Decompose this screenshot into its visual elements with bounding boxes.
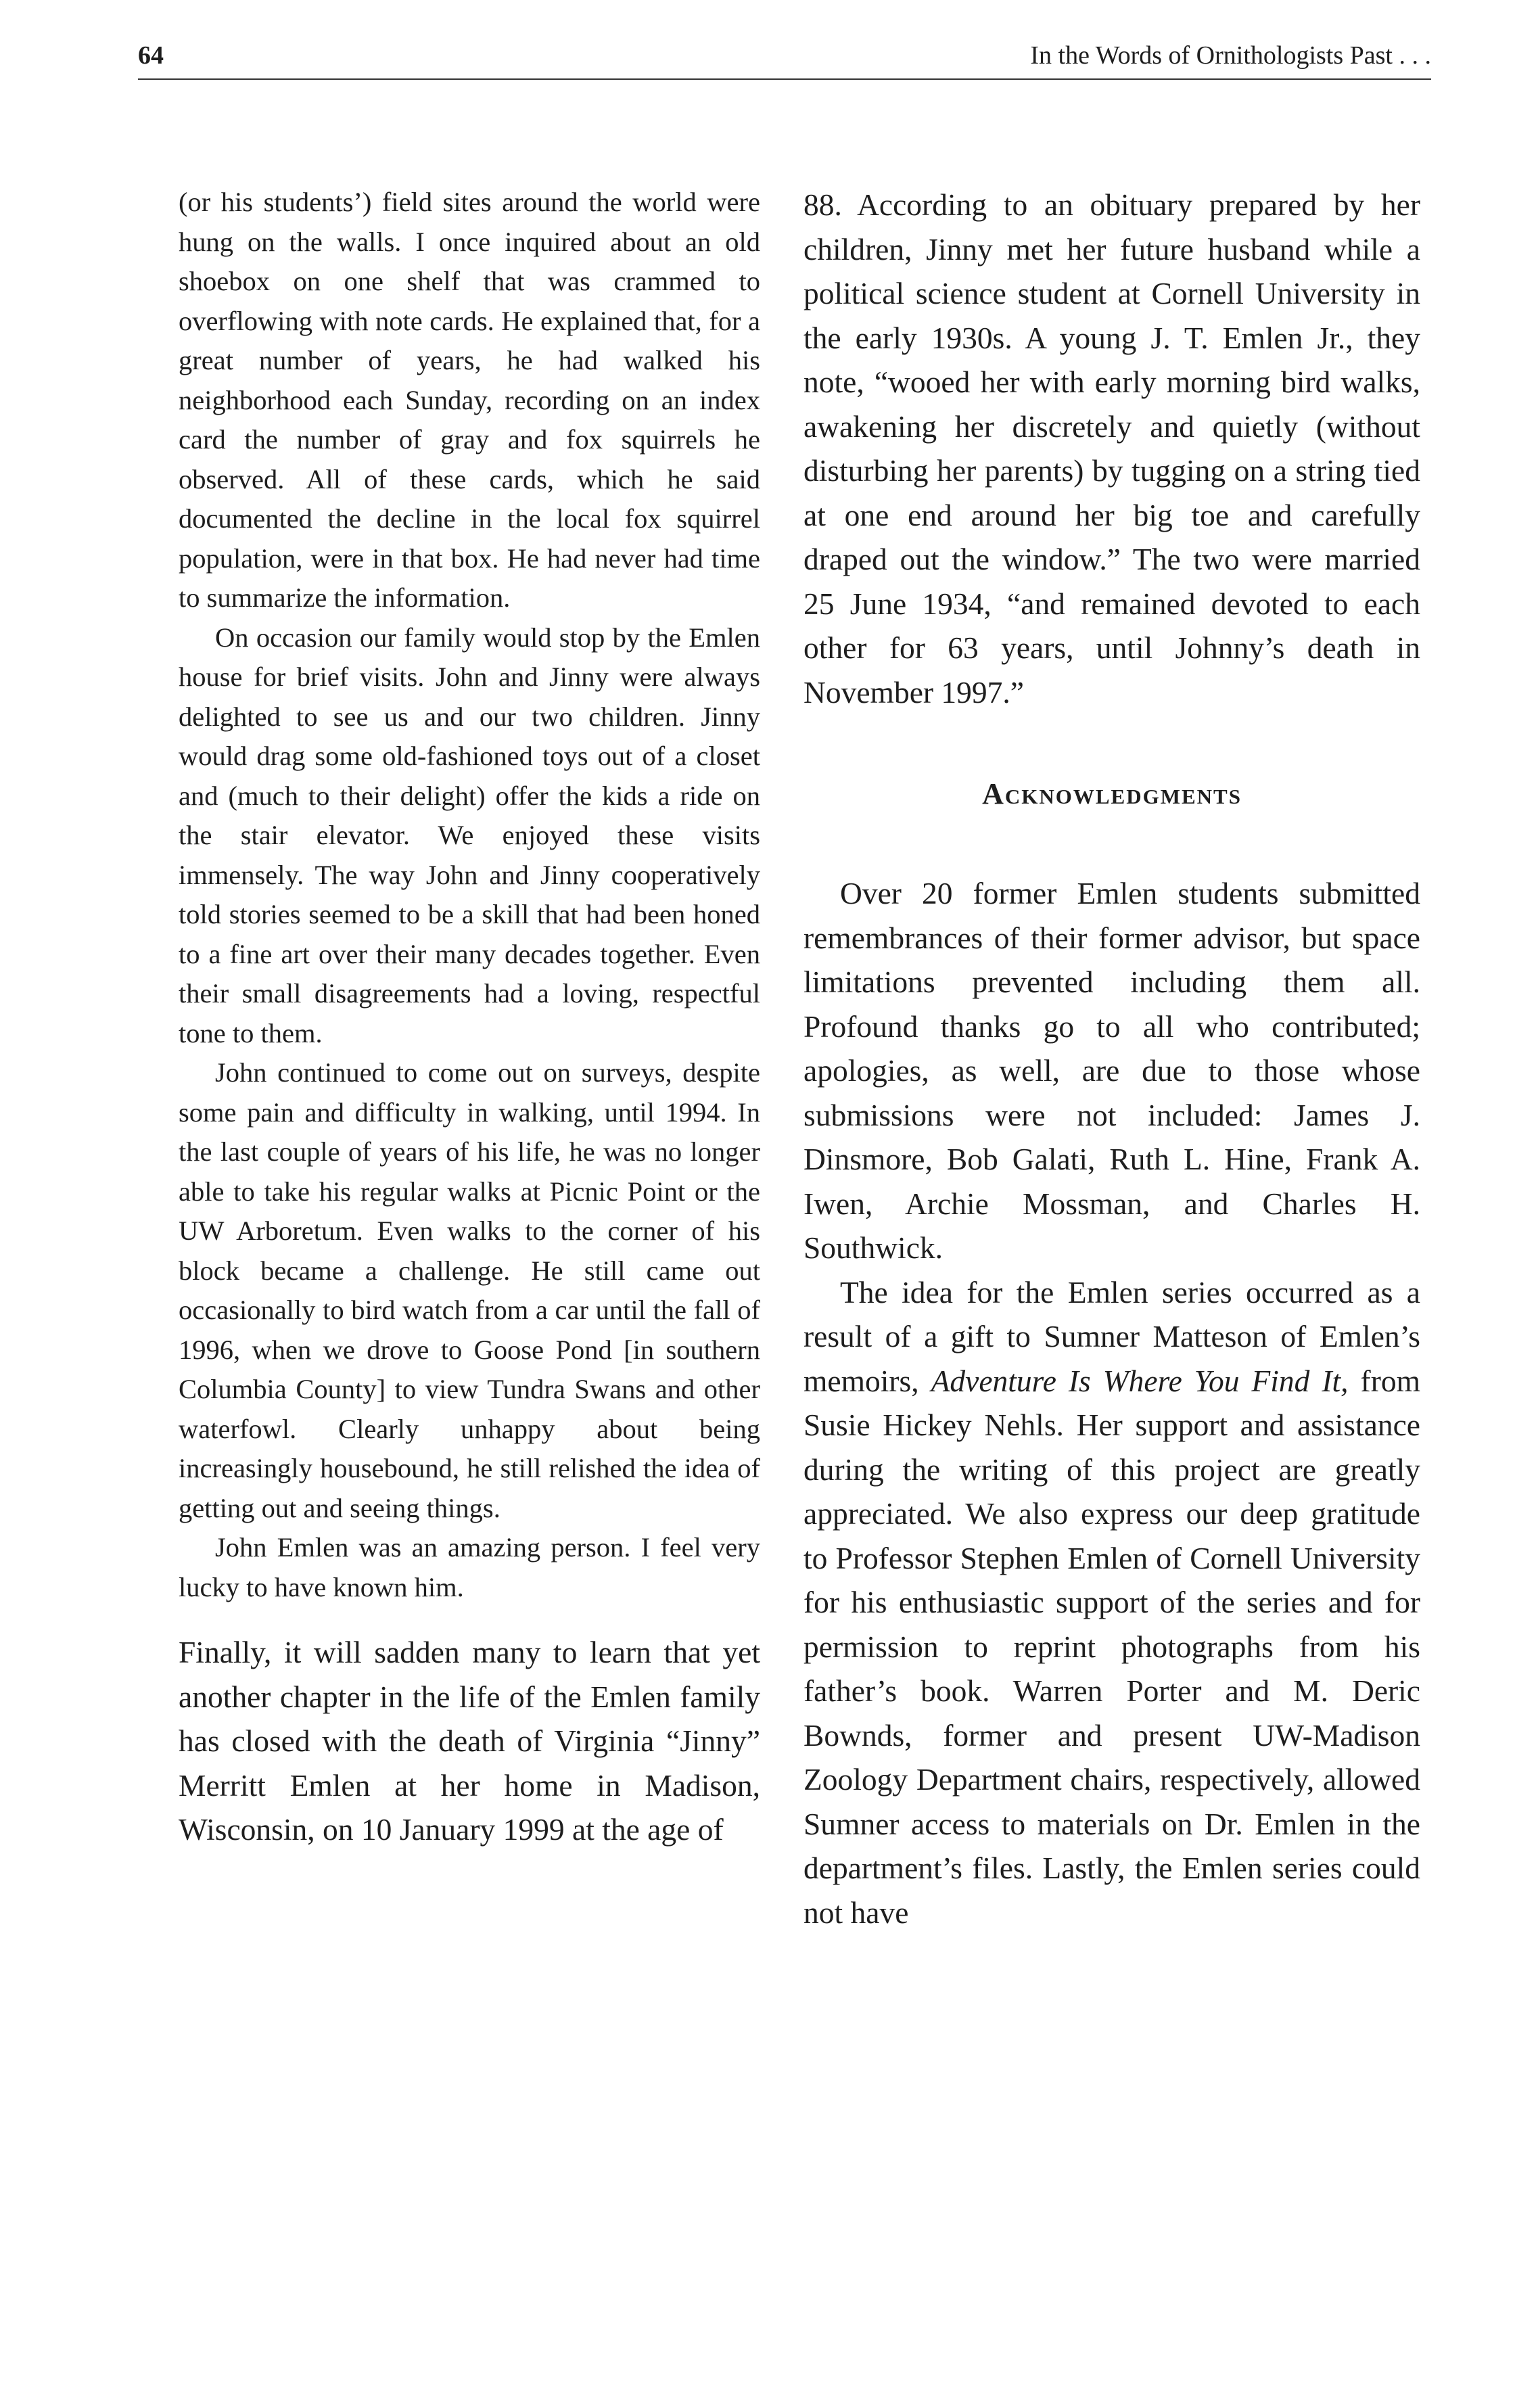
- paragraph-amazing-person: John Emlen was an amazing person. I feel very lucky to have known him.: [179, 1532, 760, 1602]
- right-column: [803, 183, 1420, 1935]
- paragraph-surveys: John continued to come out on surveys, despite some pain and difficulty in walking, until 1994. In the last couple of years of his life, he was no longer able to take his regular walks at Picnic Point or the UW Arboretum. Even walks to the corner of his block became a challenge. He still came out occasionally to bird watch from a car until the fall of 1996, when we drove to Goose Pond [in southern Columbia County] to view Tundra Swans and other waterfowl. Clearly unhappy about being increasingly housebound, he still relished the idea of getting out and seeing things.: [179, 1057, 760, 1523]
- page-number: 64: [138, 41, 164, 70]
- paragraph-obituary-continuation: 88. According to an obituary prepared by her children, Jinny met her future husband while a political science student at Cornell University in the early 1930s. A young J. T. Emlen Jr., they note, “wooed her with early morning bird walks, awakening her discretely and quietly (without disturbing her parents) by tugging on a string tied at one end around her big toe and carefully draped out the window.” The two were married 25 June 1934, “and remained devoted to each other for 63 years, until Johnny’s death in November 1997.”: [803, 187, 1420, 710]
- series-text-after-title: from Susie Hickey Nehls. Her support and assistance during the writing of this project are greatly appreciated. We also express our deep gratitude to Professor Stephen Emlen of Cornell University for his enthusiastic support of the series and for permission to reprint photographs from his father’s book. Warren Porter and M. Deric Bownds, former and present UW-Madison Zoology Department chairs, respectively, allowed Sumner access to materials on Dr. Emlen in the department’s files. Lastly, the Emlen series could not have: [803, 1363, 1420, 1930]
- paragraph-acknowledgments-remembrances: Over 20 former Emlen students submitted remembrances of their former advisor, but space limitations prevented including them all. Profound thanks go to all who contributed; apologies, as well, are due to those whose submissions were not included: James J. Dinsmore, Bob Galati, Ruth L. Hine, Frank A. Iwen, Archie Mossman, and Charles H. Southwick.: [803, 876, 1420, 1265]
- running-title: In the Words of Ornithologists Past . . .: [1030, 41, 1431, 70]
- memoir-book-title: Adventure Is Where You Find It,: [931, 1363, 1349, 1398]
- paragraph-field-sites: (or his students’) field sites around the world were hung on the walls. I once inquired about an old shoebox on one shelf that was crammed to overflowing with note cards. He explained that, for a great number of years, he had walked his neighborhood each Sunday, recording on an index card the number of gray and fox squirrels he observed. All of these cards, which he said documented the decline in the local fox squirrel population, were in that box. He had never had time to summarize the information.: [179, 187, 760, 613]
- series-text-before-title: The idea for the Emlen series occurred as a result of a gift to Sumner Matteson of Emlen’s memoirs,: [803, 1274, 1420, 1398]
- paragraph-acknowledgments-series: [803, 1270, 1420, 1935]
- paragraph-family-visits: On occasion our family would stop by the Emlen house for brief visits. John and Jinny were always delighted to see us and our two children. Jinny would drag some old-fashioned toys out of a closet and (much to their delight) offer the kids a ride on the stair elevator. We enjoyed these visits immensely. The way John and Jinny cooperatively told stories seemed to be a skill that had been honed to a fine art over their many decades together. Even their small disagreements had a loving, respectful tone to them.: [179, 622, 760, 1048]
- acknowledgments-heading: Acknowledgments: [982, 777, 1242, 810]
- running-header: [138, 38, 1431, 80]
- left-column: [179, 183, 760, 1852]
- paragraph-jinny-death: Finally, it will sadden many to learn that yet another chapter in the life of the Emlen family has closed with the death of Virginia “Jinny” Merritt Emlen at her home in Madison, Wisconsin, on 10 January 1999 at the age of: [179, 1635, 760, 1847]
